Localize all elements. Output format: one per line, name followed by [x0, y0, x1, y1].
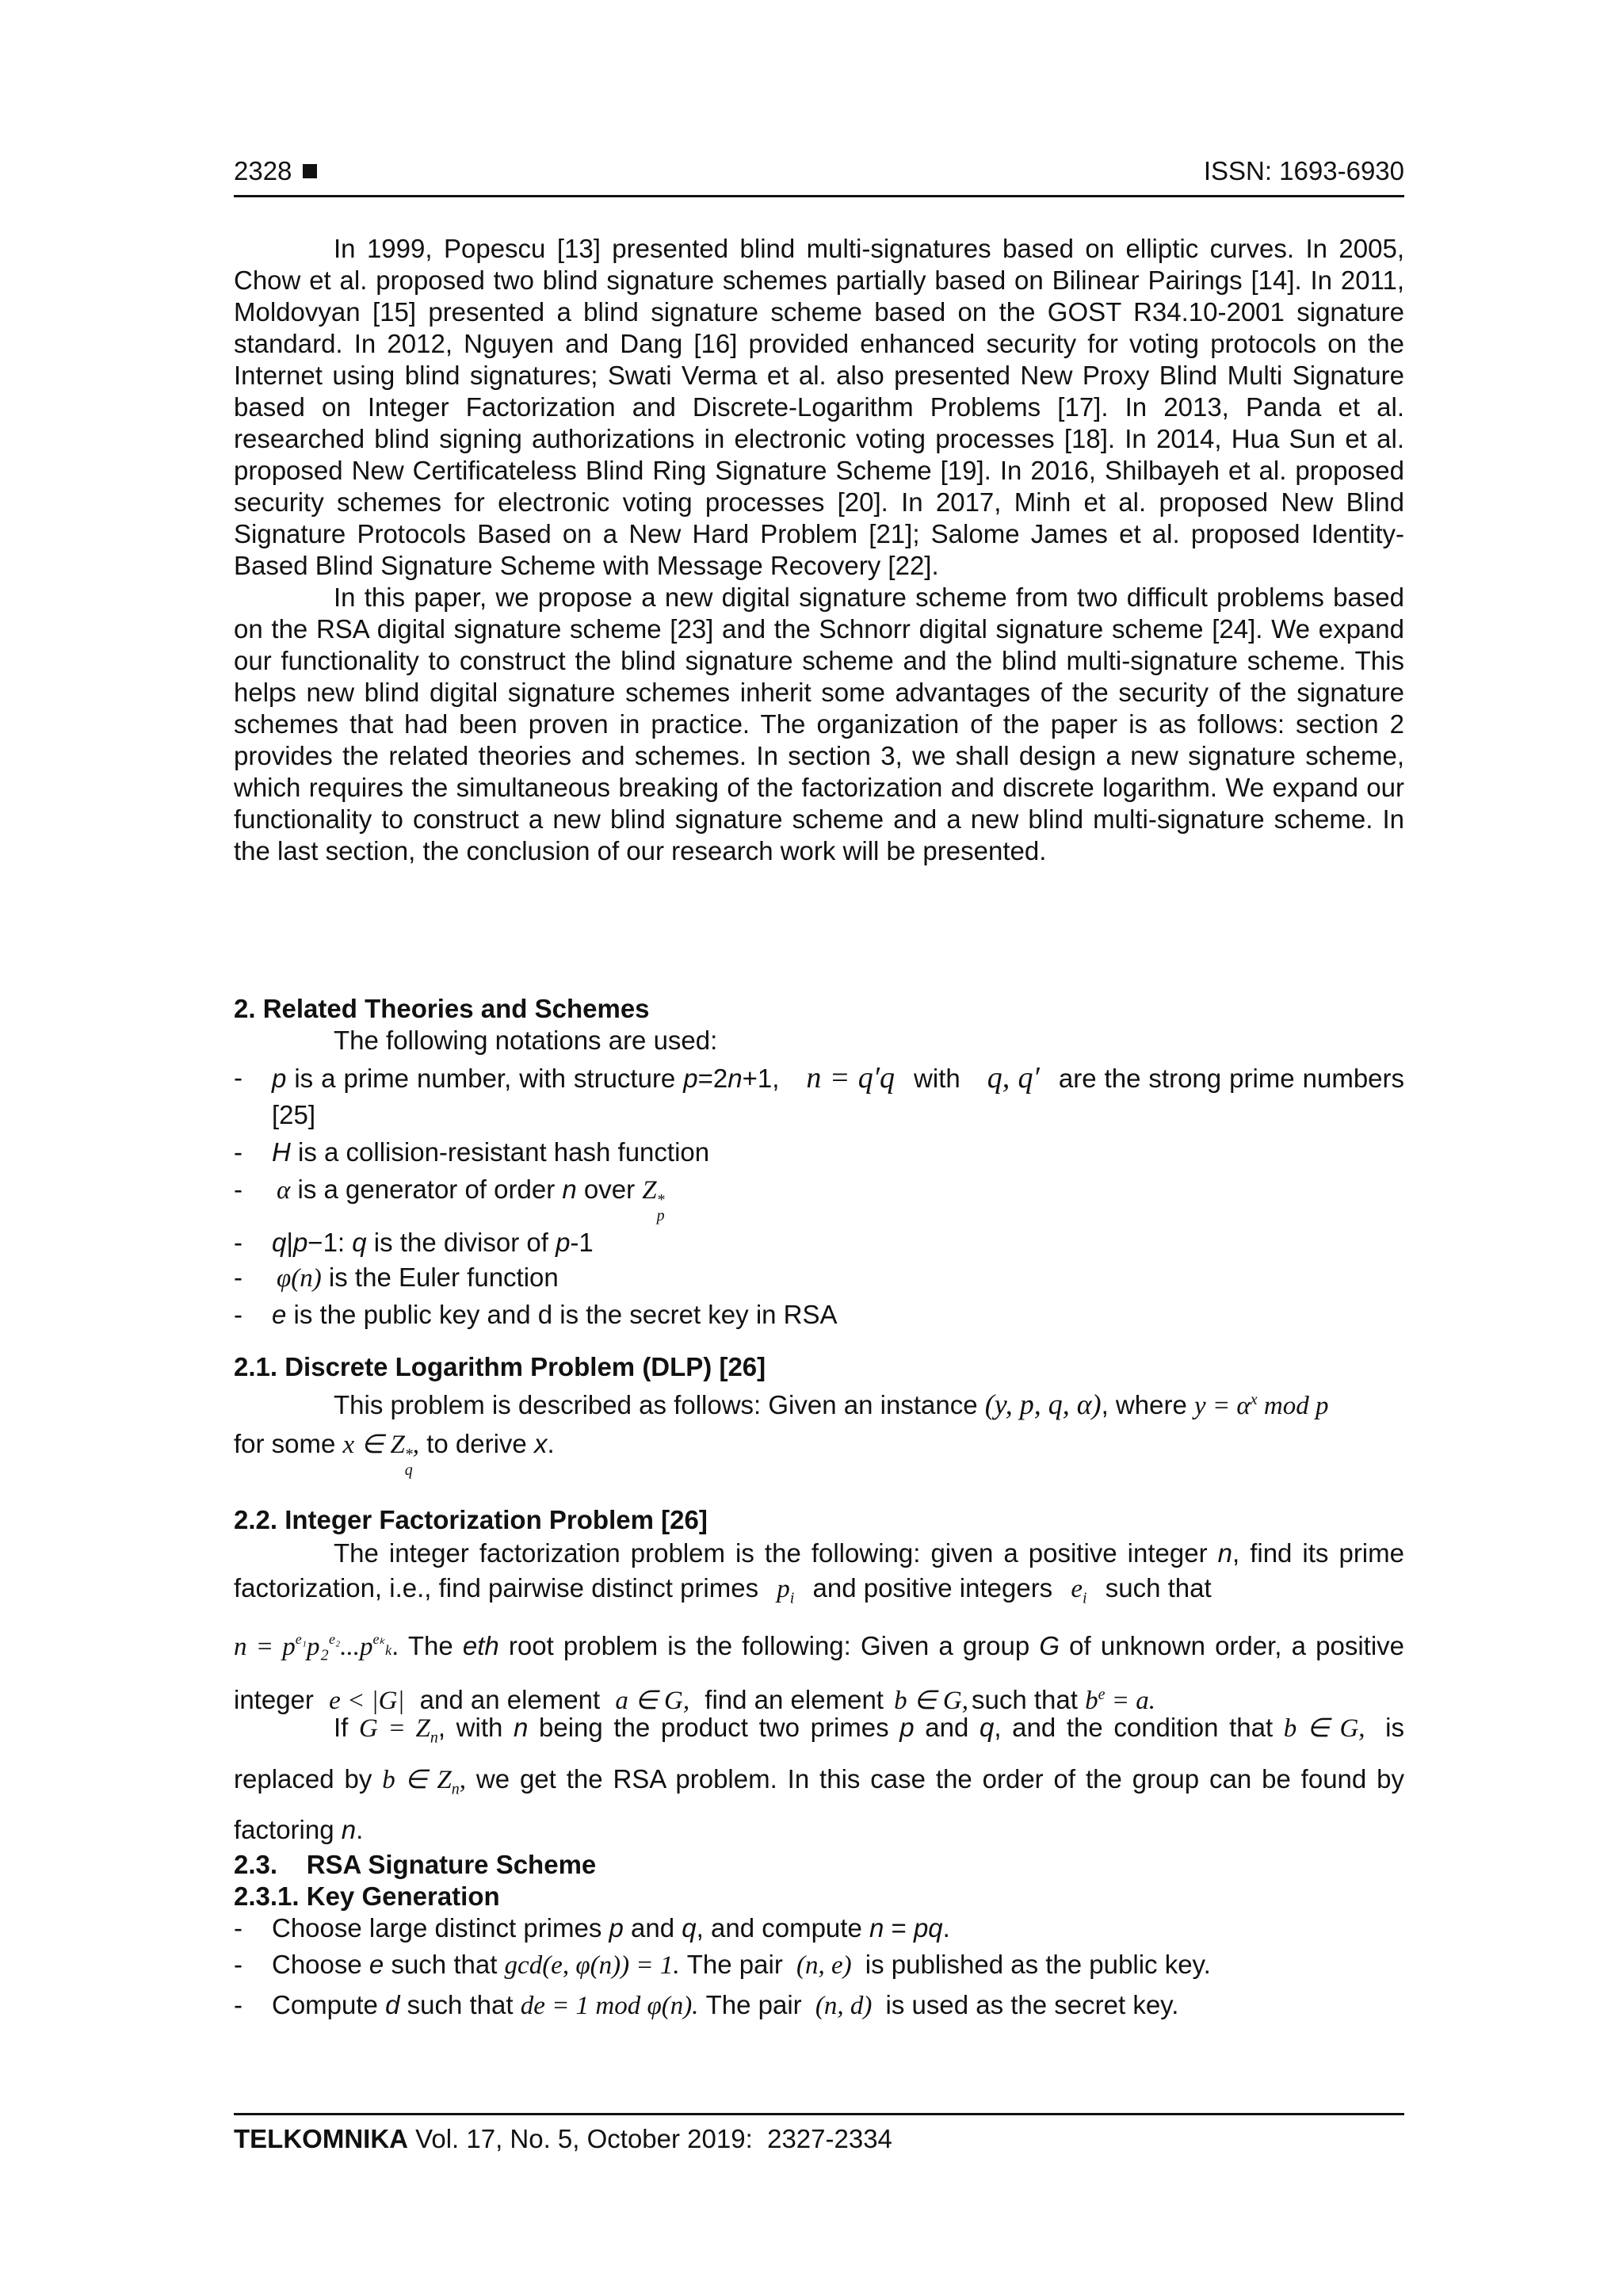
math-public-pair: (n, e): [796, 1951, 852, 1980]
math-b: b: [1085, 1687, 1098, 1715]
text-run: Compute: [272, 1990, 386, 2019]
notation-text: is the divisor of: [366, 1228, 556, 1257]
text-run: , and compute: [696, 1913, 869, 1943]
text-run: such that: [1098, 1573, 1212, 1603]
math-mod: mod p: [1257, 1392, 1329, 1420]
math-eq-a: = a.: [1105, 1687, 1155, 1715]
text-run: Choose large distinct primes: [272, 1913, 609, 1943]
text-run: , find its prime factorization, i.e., find pairwise distinct primes: [234, 1538, 1404, 1603]
var-n: n: [562, 1175, 577, 1204]
intro-section: [234, 233, 1404, 867]
notation-text: over: [576, 1175, 643, 1204]
math-factorization: n = p: [234, 1633, 296, 1661]
text-run: and: [623, 1913, 682, 1943]
math-g-eq-zn: G = Z: [358, 1714, 430, 1743]
math-instance: (y, p, q, α): [984, 1389, 1102, 1420]
page-footer: [234, 2113, 1404, 2155]
math-z-scripts: [657, 1192, 665, 1224]
var-p: p: [556, 1228, 571, 1257]
text-run: such that: [971, 1685, 1086, 1714]
var-q: q: [272, 1228, 287, 1257]
notation-text: is the public key and d is the secret key in RSA: [286, 1300, 838, 1329]
math-e-lt-g: e < |G|: [329, 1687, 405, 1715]
var-n: n: [514, 1713, 529, 1742]
math-comma: ,: [412, 1431, 420, 1459]
list-dash: -: [234, 1950, 242, 1979]
var-e: e: [272, 1300, 287, 1329]
var-q: q: [979, 1713, 995, 1742]
var-p: p: [272, 1064, 287, 1093]
text-run: we get the RSA problem. In this case the order of the group can be found by factoring: [234, 1763, 1404, 1845]
notation-list: [234, 1060, 1404, 1334]
text-run: such that: [399, 1990, 521, 2019]
journal-name: TELKOMNIKA: [234, 2124, 408, 2153]
text-run: If: [334, 1713, 359, 1742]
math-phi: φ(n): [277, 1264, 322, 1293]
section-2-title: 2. Related Theories and Schemes: [234, 994, 650, 1023]
text-run: The integer factorization problem is the following: given a positive integer: [334, 1538, 1218, 1568]
text-run: .: [942, 1913, 950, 1943]
notation-text: is a prime number, with structure: [286, 1064, 684, 1093]
section-2-2-paragraph-2: [234, 1707, 1404, 1851]
keygen-item: [234, 1986, 1404, 2025]
math-sup: e₁: [295, 1631, 307, 1647]
math-base: p: [777, 1575, 790, 1603]
notation-text: with: [914, 1064, 960, 1093]
text-run: being the product two primes: [528, 1713, 900, 1742]
notation-item: [234, 1137, 1404, 1168]
math-secret-pair: (n, d): [815, 1992, 873, 2020]
notation-text: =2: [697, 1064, 728, 1093]
text-run: is replaced by: [234, 1713, 1404, 1794]
text-run: such that: [384, 1950, 505, 1979]
text-run: =: [884, 1913, 914, 1943]
math-sup: *: [404, 1446, 413, 1463]
list-dash: -: [234, 1175, 242, 1204]
var-p: p: [899, 1713, 915, 1742]
var-e: e: [369, 1950, 384, 1979]
list-dash: -: [234, 1300, 242, 1329]
math-sub: q: [404, 1461, 413, 1479]
text-run: .: [547, 1429, 555, 1458]
section-2-1-line1: [334, 1384, 1404, 1422]
notation-text: is a generator of order: [290, 1175, 563, 1204]
var-n: n: [341, 1815, 357, 1845]
math-sup: *: [656, 1191, 665, 1209]
text-run: is used as the secret key.: [878, 1990, 1179, 2019]
math-x-in-z: x ∈ Z: [342, 1431, 405, 1459]
notation-text: is the Euler function: [321, 1263, 559, 1292]
list-dash: -: [234, 1063, 242, 1092]
text-run: root problem is the following: Given a group: [498, 1631, 1040, 1660]
math-b-in-g: b ∈ G,: [894, 1687, 968, 1715]
text-run: and an element: [412, 1685, 608, 1714]
page-number-group: [234, 155, 317, 187]
list-dash: -: [234, 1228, 242, 1257]
notation-item: [234, 1227, 1404, 1259]
var-p: p: [609, 1913, 624, 1943]
math-b-in-g: b ∈ G,: [1283, 1714, 1365, 1743]
list-dash: -: [234, 1137, 242, 1167]
page-header: [234, 155, 1404, 197]
var-eth: eth: [462, 1631, 499, 1660]
text-run: to derive: [419, 1429, 534, 1458]
notation-text: −1:: [307, 1228, 353, 1257]
issn: ISSN: 1693-6930: [1203, 156, 1404, 185]
intro-paragraph-1: In 1999, Popescu [13] presented blind multi-signatures based on elliptic curves. In 2005, Chow et al. proposed two blind signature schemes partially based on Bilinear Pairings [14]. In 2011, Moldovyan [15] presented a blind signature scheme based on the GOST R34.10-2001 signature standard. In 2012, Nguyen and Dang [16] provided enhanced security for voting protocols on the Internet using blind signatures; Swati Verma et al. also presented New Proxy Blind Multi Signature based on Integer Factorization and Discrete-Logarithm Problems [17]. In 2013, Panda et al. researched blind signing authorizations in electronic voting processes [18]. In 2014, Hua Sun et al. proposed New Certificateless Blind Ring Signature Scheme [19]. In 2016, Shilbayeh et al. proposed security schemes for electronic voting processes [20]. In 2017, Minh et al. proposed New Blind Signature Protocols Based on a New Hard Problem [21]; Salome James et al. proposed Identity-Based Blind Signature Scheme with Message Recovery [22].: [234, 234, 1404, 580]
math-p-i: [777, 1575, 795, 1607]
math-gcd: gcd(e, φ(n)) = 1.: [504, 1951, 680, 1980]
math-sub: n: [430, 1729, 438, 1747]
var-h: H: [272, 1137, 291, 1167]
keygen-item: [234, 1912, 1404, 1944]
square-bullet-icon: [303, 164, 317, 178]
text-run: This problem is described as follows: Given an instance: [334, 1390, 985, 1419]
page-number: 2328: [234, 156, 292, 185]
math-sup: eₖ: [372, 1631, 386, 1647]
notation-text: is a collision-resistant hash function: [290, 1137, 710, 1167]
list-dash: -: [234, 1990, 242, 2019]
math-z-scripts: [405, 1446, 413, 1478]
math-comma: ,: [459, 1765, 466, 1794]
notation-text: are the strong prime numbers [25]: [272, 1064, 1405, 1129]
notation-item: [234, 1171, 1404, 1224]
var-p: p: [683, 1064, 698, 1093]
intro-paragraph-2: In this paper, we propose a new digital signature scheme from two difficult problems based on the RSA digital signature scheme [23] and the Schnorr digital signature scheme [24]. We expand our functionality to construct the blind signature scheme and the blind multi-signature scheme. This helps new blind digital signature schemes inherit some advantages of the security of the signature schemes that had been proven in practice. The organization of the paper is as follows: section 2 provides the related theories and schemes. In section 3, we shall design a new signature scheme, which requires the simultaneous breaking of the factorization and discrete logarithm. We expand our functionality to construct a new blind signature scheme and a new blind multi-signature scheme. In the last section, the conclusion of our research work will be presented.: [234, 583, 1404, 865]
math-z: Z: [642, 1176, 657, 1205]
math-e-i: [1071, 1575, 1087, 1607]
keygen-item: [234, 1947, 1404, 1983]
math-sub: p: [656, 1207, 665, 1224]
section-2-2-paragraph-1: [234, 1536, 1404, 1616]
text-run: Choose: [272, 1950, 369, 1979]
key-generation-list: [234, 1912, 1404, 2028]
text-run: and: [914, 1713, 980, 1742]
var-g: G: [1039, 1631, 1060, 1660]
section-2-1-title: 2.1. Discrete Logarithm Problem (DLP) [26]: [234, 1352, 766, 1381]
section-2-3-1-title: 2.3.1. Key Generation: [234, 1881, 500, 1911]
math-sup: e₂: [328, 1631, 341, 1647]
text-run: for some: [234, 1429, 343, 1458]
math-n-eq: n = q′q: [806, 1061, 896, 1095]
text-run: find an element: [697, 1685, 892, 1714]
list-dash: -: [234, 1913, 242, 1943]
var-q: q: [352, 1228, 367, 1257]
math-y-eq: y = α: [1193, 1392, 1251, 1420]
math-de-eq: de = 1 mod φ(n).: [520, 1992, 699, 2020]
math-sup: x: [1250, 1391, 1258, 1408]
notation-text: |: [286, 1228, 293, 1257]
math-sub: i: [789, 1589, 795, 1607]
math-b-in-zn: b ∈ Z: [382, 1765, 452, 1794]
text-run: , with: [437, 1713, 514, 1742]
math-alpha: α: [277, 1176, 291, 1205]
math-base: e: [1071, 1575, 1083, 1603]
var-n: n: [869, 1913, 884, 1943]
math-sup: e: [1098, 1686, 1106, 1703]
list-dash: -: [234, 1263, 242, 1292]
math-base: ...p: [340, 1633, 373, 1661]
math-a-in-g: a ∈ G,: [615, 1687, 690, 1715]
var-n: n: [727, 1064, 743, 1093]
notation-text: +1,: [742, 1064, 780, 1093]
var-x: x: [533, 1429, 548, 1458]
text-run: and positive integers: [805, 1573, 1060, 1603]
text-run: The pair: [679, 1950, 790, 1979]
journal-citation: Vol. 17, No. 5, October 2019: 2327-2334: [407, 2124, 892, 2153]
text-run: is published as the public key.: [857, 1950, 1211, 1979]
var-n: n: [1217, 1538, 1232, 1568]
math-sub: n: [451, 1780, 460, 1798]
notation-item: [234, 1299, 1404, 1331]
notation-item: [234, 1060, 1404, 1133]
text-run: . The: [391, 1631, 463, 1660]
var-q: q: [682, 1913, 697, 1943]
text-run: , where: [1101, 1390, 1194, 1419]
var-pq: pq: [913, 1913, 943, 1943]
var-d: d: [385, 1990, 400, 2019]
text-run: , and the condition that: [994, 1713, 1284, 1742]
notation-item: [234, 1262, 1404, 1294]
text-run: of unknown order, a positive integer: [234, 1631, 1404, 1714]
text-run: The pair: [698, 1990, 809, 2019]
var-p: p: [292, 1228, 308, 1257]
notation-text: -1: [570, 1228, 594, 1257]
math-base: p₂: [306, 1633, 329, 1661]
section-2-lead: The following notations are used:: [334, 1026, 718, 1055]
section-2-3-title: 2.3. RSA Signature Scheme: [234, 1850, 597, 1879]
section-2-2-title: 2.2. Integer Factorization Problem [26]: [234, 1505, 708, 1534]
section-2-1-line2: [234, 1428, 1404, 1478]
math-sub: i: [1083, 1589, 1087, 1607]
math-q-qprime: q, q′: [987, 1061, 1040, 1095]
math-sub: k: [385, 1642, 392, 1658]
text-run: .: [356, 1815, 364, 1845]
